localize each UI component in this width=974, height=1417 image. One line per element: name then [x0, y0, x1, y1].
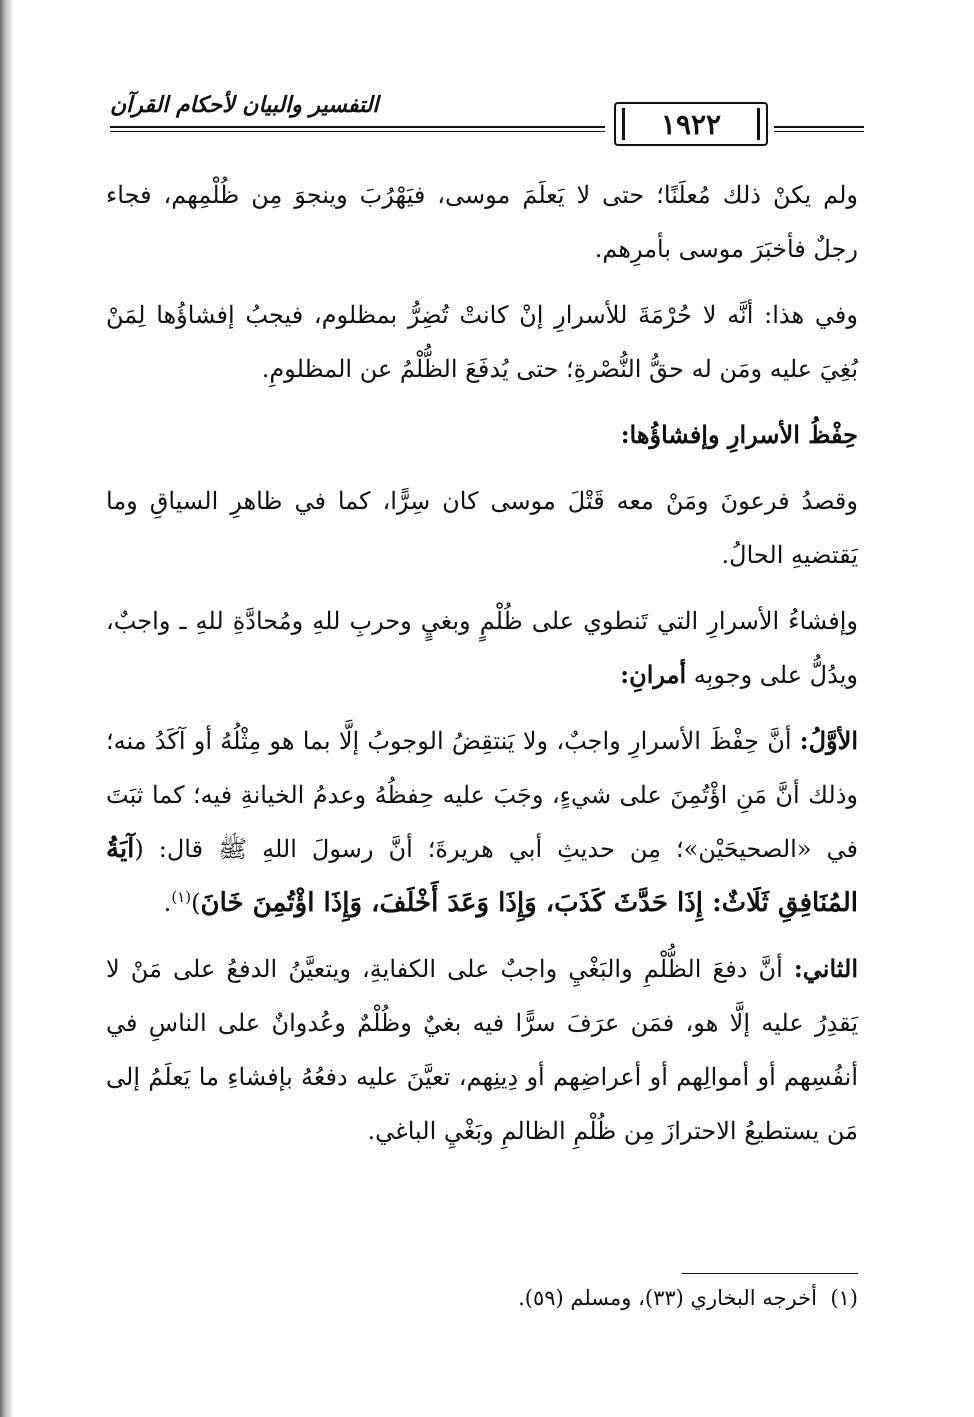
paragraph-1: ولم يكنْ ذلك مُعلَنًا؛ حتى لا يَعلَمَ موسى، فيَهْرُبَ وينجوَ مِن ظُلْمِهم، فجاء رجلٌ فأخبَرَ موسى بأمرِهم. — [106, 181, 858, 263]
header-rule-left — [110, 126, 605, 132]
footnote — [106, 1282, 858, 1314]
paragraph-6-text: أنَّ دفعَ الظُّلْمِ والبَغْيِ واجبٌ على الكفايةِ، ويتعيَّنُ الدفعُ على مَنْ لا يَقدِرُ عليه إلَّا هو، فمَن عرَفَ سرًّا فيه بغيٌ وظُلْمٌ وعُدوانٌ على الناسِ في أنفُسِهم أو أموالِهم أو أعراضِهم أو دِينِهم، تعيَّنَ عليه دفعُهُ بإفشاءِ ما يَعلَمُ إلى مَن يستطيعُ الاحترازَ مِن ظُلْمِ الظالمِ وبَغْيِ الباغي. — [106, 955, 858, 1145]
paragraph-2: وفي هذا: أنَّه لا حُرْمَةَ للأسرارِ إنْ كانتْ تُضِرُّ بمظلوم، فيجبُ إفشاؤُها لِمَنْ بُغِيَ عليه ومَن له حقُّ النُّصْرةِ؛ حتى يُدفَعَ الظُّلْمُ عن المظلومِ. — [106, 301, 858, 383]
second-point-label: الثاني: — [793, 954, 858, 983]
footnote-reference: (١) — [171, 888, 192, 906]
footnote-separator — [682, 1273, 858, 1274]
header-rule-right — [774, 126, 864, 132]
paragraph-4-text: وإفشاءُ الأسرارِ التي تَنطوي على ظُلْمٍ وبغيٍ وحربِ للهِ ومُحادَّةِ للهِ ـ واجبٌ، ويدُلُّ على وجوبِه — [106, 607, 858, 689]
page-header — [110, 78, 864, 148]
first-point-label: الأوَّلُ: — [799, 726, 858, 755]
page-binding-edge — [0, 0, 14, 1417]
paragraph-5-text: أنَّ حِفْظَ الأسرارِ واجبٌ، ولا يَنتقِضُ الوجوبُ إلَّا بما هو مِثْلُهُ أو آكَدُ منه؛ وذلك أنَّ مَنِ اؤْتُمِنَ على شيءٍ، وجَبَ عليه حِفظُهُ وعدمُ الخيانةِ فيه؛ كما ثبَتَ في «الصحيحَيْن»؛ مِن حديثِ أبي هريرةَ؛ أنَّ رسولَ اللهِ ﷺ قال: ( — [106, 727, 858, 863]
paragraph-4-emphasis: أمرانِ: — [620, 660, 687, 689]
book-title: التفسير والبيان لأحكام القرآن — [110, 92, 379, 118]
paragraph-4 — [106, 594, 858, 702]
paragraph-3: وقصدُ فرعونَ ومَنْ معه قَتْلَ موسى كان سِرًّا، كما في ظاهرِ السياقِ وما يَقتضيهِ الحالُ. — [106, 487, 858, 569]
hadith-quote: آيَةُ المُنَافِقِ ثَلَاثٌ: إِذَا حَدَّثَ كَذَبَ، وَإِذَا وَعَدَ أَخْلَفَ، وَإِذَا اؤْتُمِنَ خَانَ — [106, 834, 858, 918]
paragraph-6 — [106, 942, 858, 1158]
paragraph-5 — [106, 714, 858, 930]
main-text — [106, 168, 858, 1170]
footnote-number: (١) — [830, 1286, 858, 1310]
paragraph-5-end: . — [163, 889, 172, 917]
section-heading: حِفْظُ الأسرارِ وإفشاؤُها: — [620, 420, 858, 449]
page-number: ١٩٢٢ — [614, 102, 768, 146]
hadith-close: ) — [191, 889, 201, 917]
footnote-text: أخرجه البخاري (٣٣)، ومسلم (٥٩). — [518, 1286, 817, 1310]
